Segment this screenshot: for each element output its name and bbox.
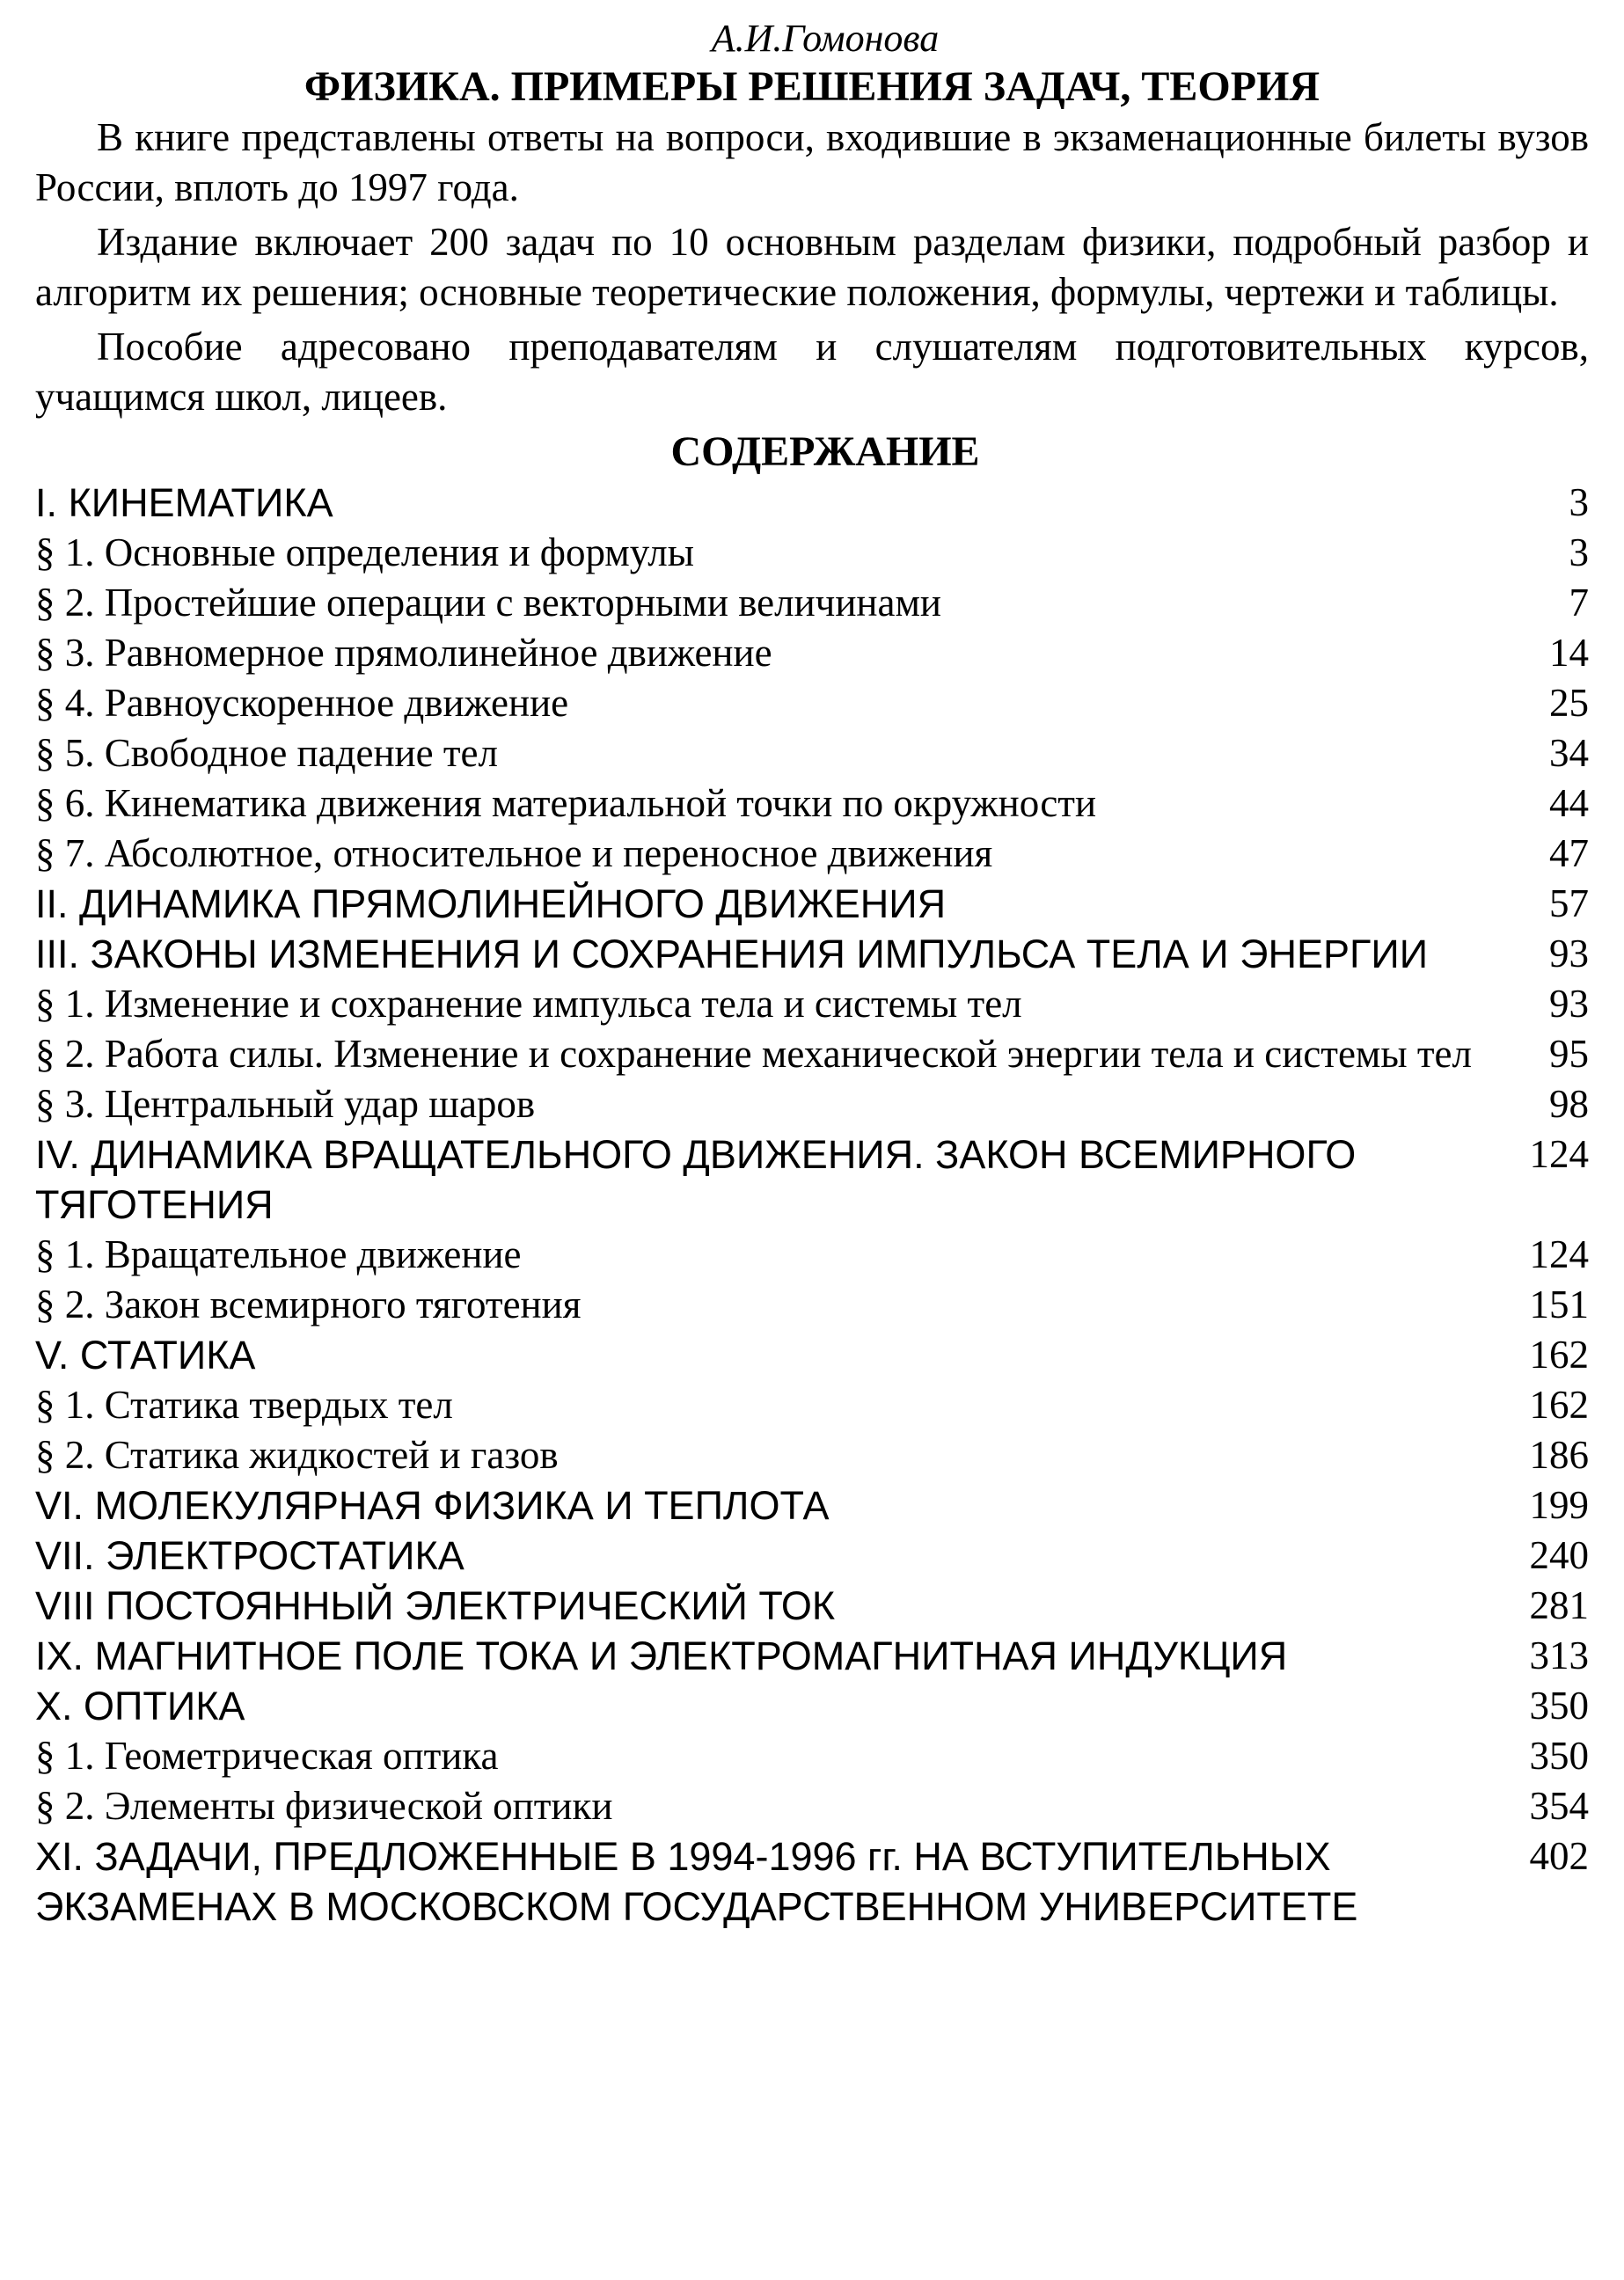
toc-entry-label: V. СТАТИКА [35,1333,256,1378]
toc-entry-page: 98 [1549,1082,1589,1126]
toc-entry-label: § 2. Простейшие операции с векторными величинами [35,581,942,625]
toc-entry-label: § 1. Вращательное движение [35,1232,522,1276]
toc-section-entry [35,979,1589,1029]
description-paragraph: Пособие адресовано преподавателям и слушателям подготовительных курсов, учащимся школ, лицеев. [35,325,1589,419]
toc-entry-page: 25 [1549,681,1589,725]
table-of-contents [35,478,1589,1932]
toc-heading: СОДЕРЖАНИЕ [670,428,980,475]
author-name: А.И.Гомонова [711,17,940,60]
toc-chapter-entry [35,1581,1589,1631]
toc-entry-page: 93 [1549,932,1589,976]
toc-entry-label: § 1. Статика твердых тел [35,1383,453,1427]
toc-entry-label: § 2. Закон всемирного тяготения [35,1282,582,1326]
book-title: ФИЗИКА. ПРИМЕРЫ РЕШЕНИЯ ЗАДАЧ, ТЕОРИЯ [304,63,1320,110]
toc-section-entry [35,1230,1589,1280]
toc-entry-page: 57 [1549,881,1589,925]
toc-section-entry [35,1781,1589,1831]
toc-entry-page: 350 [1529,1734,1589,1778]
toc-section-entry [35,678,1589,728]
toc-entry-page: 240 [1529,1533,1589,1577]
toc-entry-page: 350 [1529,1684,1589,1728]
toc-entry-page: 34 [1549,731,1589,775]
toc-entry-label: IX. МАГНИТНОЕ ПОЛЕ ТОКА И ЭЛЕКТРОМАГНИТНАЯ ИНДУКЦИЯ [35,1633,1288,1678]
toc-section-entry [35,1430,1589,1480]
toc-entry-label: § 4. Равноускоренное движение [35,681,569,725]
toc-entry-label: VII. ЭЛЕКТРОСТАТИКА [35,1533,465,1578]
toc-entry-page: 124 [1529,1232,1589,1276]
toc-entry-label: § 7. Абсолютное, относительное и переносное движения [35,831,993,875]
toc-section-entry [35,1079,1589,1129]
toc-entry-page: 3 [1569,480,1589,524]
toc-entry-label: § 3. Центральный удар шаров [35,1082,536,1126]
toc-entry-label: XI. ЗАДАЧИ, ПРЕДЛОЖЕННЫЕ В 1994-1996 гг. НА ВСТУПИТЕЛЬНЫХ ЭКЗАМЕНАХ В МОСКОВСКОМ ГОСУДАРСТВЕННОМ УНИВЕРСИТЕТЕ [35,1834,1358,1929]
toc-chapter-entry [35,929,1589,979]
toc-entry-page: 44 [1549,781,1589,825]
toc-section-entry [35,728,1589,778]
toc-entry-page: 14 [1549,631,1589,675]
toc-section-entry [35,1280,1589,1330]
toc-entry-label: § 3. Равномерное прямолинейное движение [35,631,772,675]
toc-entry-label: § 2. Элементы физической оптики [35,1784,613,1828]
toc-section-entry [35,1029,1589,1079]
toc-entry-page: 313 [1529,1633,1589,1677]
toc-entry-page: 3 [1569,530,1589,574]
toc-section-entry [35,778,1589,829]
toc-chapter-entry [35,1681,1589,1731]
toc-entry-label: § 1. Основные определения и формулы [35,530,694,574]
toc-chapter-entry [35,1831,1589,1932]
description-paragraph: Издание включает 200 задач по 10 основным разделам физики, подробный разбор и алгоритм их решения; основные теоретические положения, формулы, чертежи и таблицы. [35,220,1589,314]
toc-section-entry [35,1731,1589,1781]
toc-entry-label: VIII ПОСТОЯННЫЙ ЭЛЕКТРИЧЕСКИЙ ТОК [35,1583,836,1628]
toc-section-entry [35,628,1589,678]
toc-entry-page: 93 [1549,982,1589,1026]
toc-entry-label: VI. МОЛЕКУЛЯРНАЯ ФИЗИКА И ТЕПЛОТА [35,1483,830,1528]
toc-entry-page: 186 [1529,1433,1589,1477]
toc-section-entry [35,578,1589,628]
toc-entry-page: 124 [1529,1132,1589,1176]
toc-entry-label: § 1. Геометрическая оптика [35,1734,499,1778]
toc-entry-page: 162 [1529,1383,1589,1427]
toc-entry-label: § 2. Работа силы. Изменение и сохранение механической энергии тела и системы тел [35,1032,1472,1076]
toc-entry-label: II. ДИНАМИКА ПРЯМОЛИНЕЙНОГО ДВИЖЕНИЯ [35,881,947,926]
toc-chapter-entry [35,1480,1589,1531]
toc-entry-label: § 2. Статика жидкостей и газов [35,1433,559,1477]
toc-entry-page: 7 [1569,581,1589,625]
description-paragraph: В книге представлены ответы на вопроси, входившие в экзаменационные билеты вузов России, вплоть до 1997 года. [35,115,1589,209]
toc-entry-page: 354 [1529,1784,1589,1828]
toc-entry-label: I. КИНЕМАТИКА [35,480,333,525]
toc-entry-page: 402 [1529,1834,1589,1878]
toc-entry-label: X. ОПТИКА [35,1684,245,1728]
toc-entry-page: 281 [1529,1583,1589,1627]
toc-chapter-entry [35,1631,1589,1681]
toc-entry-label: § 5. Свободное падение тел [35,731,498,775]
toc-entry-label: § 6. Кинематика движения материальной точки по окружности [35,781,1097,825]
toc-entry-page: 95 [1549,1032,1589,1076]
toc-chapter-entry [35,879,1589,929]
toc-section-entry [35,1380,1589,1430]
toc-chapter-entry [35,1330,1589,1380]
toc-section-entry [35,528,1589,578]
toc-entry-page: 151 [1529,1282,1589,1326]
toc-entry-label: § 1. Изменение и сохранение импульса тела и системы тел [35,982,1022,1026]
toc-entry-label: III. ЗАКОНЫ ИЗМЕНЕНИЯ И СОХРАНЕНИЯ ИМПУЛЬСА ТЕЛА И ЭНЕРГИИ [35,932,1429,976]
toc-section-entry [35,829,1589,879]
toc-chapter-entry [35,1129,1589,1230]
toc-entry-page: 162 [1529,1333,1589,1377]
toc-entry-page: 199 [1529,1483,1589,1527]
toc-entry-label: IV. ДИНАМИКА ВРАЩАТЕЛЬНОГО ДВИЖЕНИЯ. ЗАКОН ВСЕМИРНОГО ТЯГОТЕНИЯ [35,1132,1357,1227]
toc-chapter-entry [35,1531,1589,1581]
document-page [35,0,1589,1932]
toc-chapter-entry [35,478,1589,528]
toc-entry-page: 47 [1549,831,1589,875]
